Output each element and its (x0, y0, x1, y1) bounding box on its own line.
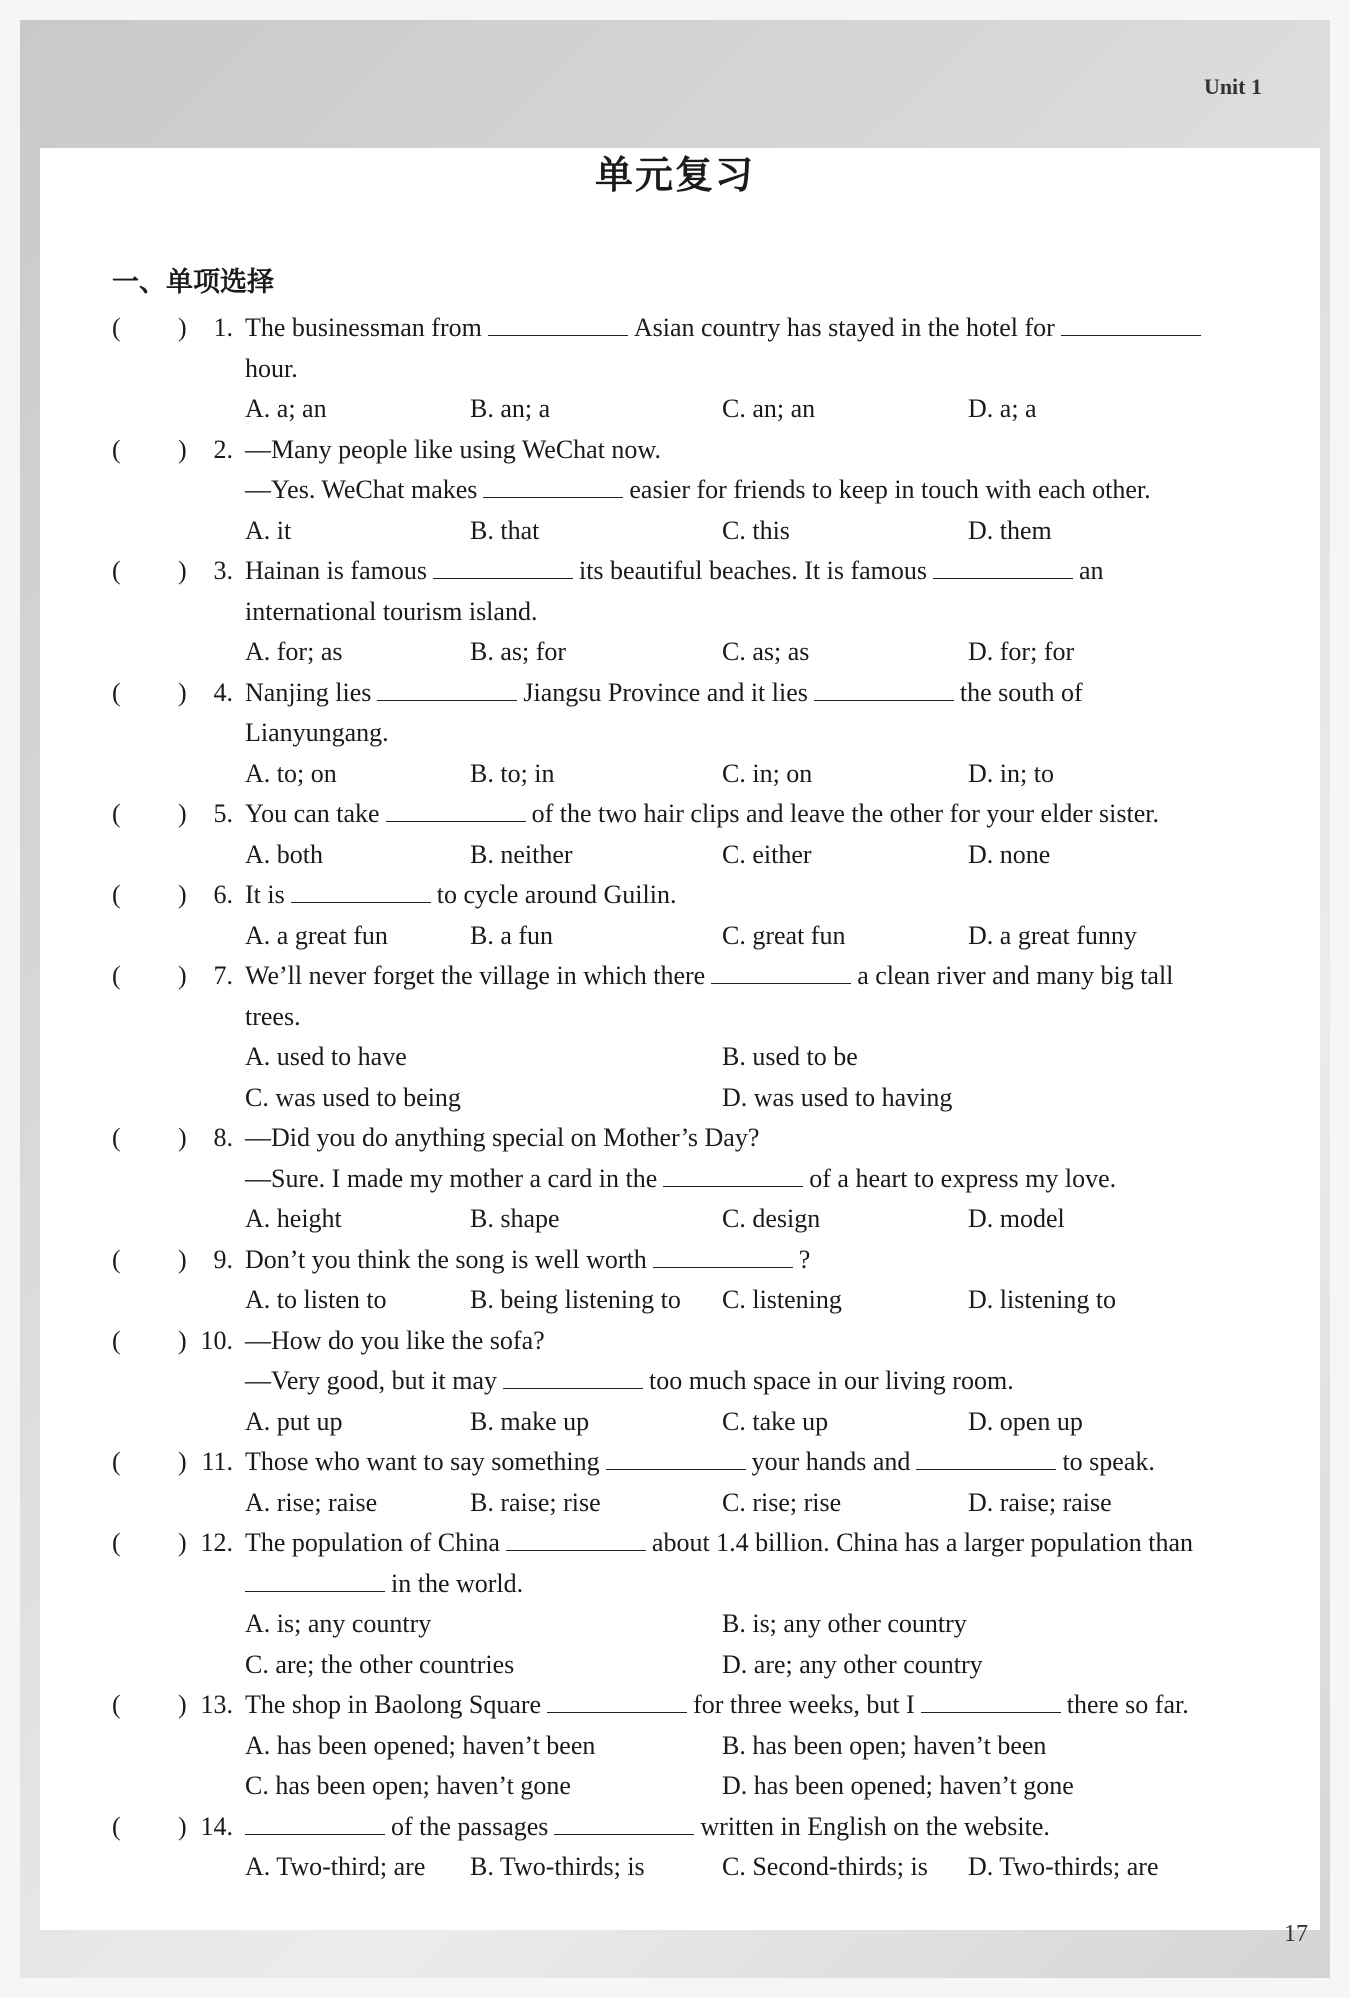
question-14 (0, 1807, 1350, 1848)
option-b: B. shape (470, 1204, 560, 1233)
question-11 (0, 1442, 1350, 1483)
answer-paren-open[interactable]: ( (112, 1244, 121, 1274)
question-stem: Those who want to say something your hands and to speak. (245, 1442, 1155, 1483)
answer-paren-close: ) (178, 1811, 187, 1841)
option-b: B. neither (470, 839, 573, 869)
page-number: 17 (1284, 1921, 1308, 1947)
answer-paren-close: ) (178, 677, 187, 707)
answer-blank[interactable] (921, 1686, 1061, 1713)
question-number: 1. (213, 313, 233, 342)
option-b: B. used to be (722, 1042, 858, 1071)
question-10 (0, 1321, 1350, 1362)
answer-paren-close: ) (178, 1123, 187, 1152)
question-number: 11. (201, 1447, 233, 1476)
question-3 (0, 551, 1350, 592)
option-d: D. a; a (968, 394, 1037, 423)
question-stem: The shop in Baolong Square for three weeks, but I there so far. (245, 1685, 1189, 1726)
answer-paren-open[interactable]: ( (112, 799, 121, 828)
option-d: D. has been opened; haven’t gone (722, 1771, 1074, 1800)
options-row (0, 1280, 1350, 1321)
option-a: A. a; an (245, 394, 327, 423)
answer-blank[interactable] (386, 795, 526, 822)
question-stem-continued: —Very good, but it may too much space in our living room. (245, 1361, 1014, 1402)
question-stem: The population of China about 1.4 billion. China has a larger population than (245, 1523, 1193, 1564)
question-9 (0, 1240, 1350, 1281)
question-number: 5. (213, 799, 233, 828)
options-row (0, 632, 1350, 673)
option-d: D. open up (968, 1406, 1083, 1436)
unit-label: Unit 1 (1203, 74, 1262, 99)
options-row (0, 1645, 1350, 1686)
options-row (0, 389, 1350, 430)
option-d: D. listening to (968, 1285, 1117, 1314)
option-b: B. is; any other country (722, 1609, 967, 1638)
options-row (0, 1766, 1350, 1807)
question-stem-continued: in the world. (245, 1564, 523, 1605)
option-c: C. an; an (722, 394, 816, 423)
question-stem: Don’t you think the song is well worth ? (245, 1240, 810, 1281)
option-a: A. put up (245, 1406, 343, 1436)
option-d: D. none (968, 839, 1051, 869)
question-number: 6. (213, 880, 233, 909)
question-stem: We’ll never forget the village in which there a clean river and many big tall (245, 956, 1173, 997)
option-c: C. in; on (722, 758, 813, 788)
answer-paren-close: ) (178, 1447, 187, 1476)
question-stem-continued: trees. (245, 1001, 301, 1031)
question-stem-continued: hour. (245, 353, 298, 383)
question-stem-continued: international tourism island. (245, 596, 538, 626)
answer-paren-close: ) (178, 1244, 187, 1274)
answer-blank[interactable] (503, 1362, 643, 1389)
option-a: A. used to have (245, 1042, 407, 1071)
answer-blank[interactable] (245, 1808, 385, 1835)
options-row (0, 1078, 1350, 1119)
answer-paren-open[interactable]: ( (112, 313, 121, 342)
option-a: A. both (245, 839, 323, 869)
answer-paren-open[interactable]: ( (112, 556, 121, 585)
answer-blank[interactable] (291, 876, 431, 903)
answer-paren-open[interactable]: ( (112, 880, 121, 909)
answer-paren-open[interactable]: ( (112, 961, 121, 990)
answer-paren-close: ) (178, 1325, 187, 1355)
option-b: B. make up (470, 1406, 590, 1436)
option-d: D. raise; raise (968, 1487, 1112, 1517)
option-b: B. being listening to (470, 1285, 681, 1314)
option-a: A. Two-third; are (245, 1852, 426, 1881)
options-row (0, 1199, 1350, 1240)
answer-blank[interactable] (483, 471, 623, 498)
options-row (0, 511, 1350, 552)
answer-blank[interactable] (606, 1443, 746, 1470)
option-c: C. Second-thirds; is (722, 1852, 928, 1881)
options-row (0, 1037, 1350, 1078)
answer-blank[interactable] (663, 1160, 803, 1187)
question-7 (0, 956, 1350, 997)
answer-paren-open[interactable]: ( (112, 1447, 121, 1476)
question-stem: You can take of the two hair clips and leave the other for your elder sister. (245, 794, 1159, 835)
option-d: D. in; to (968, 758, 1054, 788)
option-c: C. has been open; haven’t gone (245, 1771, 571, 1800)
option-d: D. Two-thirds; are (968, 1852, 1159, 1881)
option-d: D. them (968, 515, 1052, 545)
question-stem: The businessman from Asian country has stayed in the hotel for (245, 308, 1207, 349)
question-number: 3. (213, 556, 233, 585)
question-1 (0, 308, 1350, 349)
option-a: A. height (245, 1204, 342, 1233)
option-d: D. a great funny (968, 920, 1137, 950)
option-c: C. great fun (722, 920, 846, 950)
options-row (0, 1726, 1350, 1767)
option-a: A. rise; raise (245, 1487, 378, 1517)
option-c: C. rise; rise (722, 1487, 842, 1517)
answer-blank[interactable] (554, 1808, 694, 1835)
question-stem: —Did you do anything special on Mother’s Day? (245, 1123, 760, 1152)
option-d: D. model (968, 1204, 1065, 1233)
answer-paren-close: ) (178, 1528, 187, 1557)
answer-paren-open[interactable]: ( (112, 677, 121, 707)
answer-paren-open[interactable]: ( (112, 434, 121, 464)
options-row (0, 1604, 1350, 1645)
options-row (0, 1402, 1350, 1443)
question-stem: It is to cycle around Guilin. (245, 875, 676, 916)
question-number: 13. (200, 1690, 233, 1719)
answer-blank[interactable] (433, 552, 573, 579)
question-stem-continued: Lianyungang. (245, 718, 389, 747)
question-number: 4. (213, 677, 233, 707)
options-row (0, 1847, 1350, 1888)
question-number: 12. (200, 1528, 233, 1557)
answer-paren-close: ) (178, 799, 187, 828)
question-5 (0, 794, 1350, 835)
option-b: B. a fun (470, 920, 554, 950)
answer-paren-close: ) (178, 961, 187, 990)
option-c: C. as; as (722, 637, 810, 666)
option-b: B. raise; rise (470, 1487, 601, 1517)
answer-paren-close: ) (178, 1690, 187, 1719)
answer-blank[interactable] (916, 1443, 1056, 1470)
option-a: A. it (245, 515, 292, 545)
option-a: A. to; on (245, 758, 337, 788)
answer-paren-close: ) (178, 880, 187, 909)
option-d: D. are; any other country (722, 1649, 983, 1679)
option-c: C. are; the other countries (245, 1649, 515, 1679)
option-d: D. for; for (968, 637, 1075, 666)
question-2 (0, 430, 1350, 471)
option-c: C. this (722, 515, 790, 545)
option-a: A. a great fun (245, 920, 388, 950)
options-row (0, 754, 1350, 795)
section-heading: 一、单项选择 (112, 267, 274, 298)
answer-paren-open[interactable]: ( (112, 1811, 121, 1841)
answer-blank[interactable] (711, 957, 851, 984)
question-12 (0, 1523, 1350, 1564)
option-a: A. is; any country (245, 1609, 432, 1638)
question-13 (0, 1685, 1350, 1726)
option-c: C. take up (722, 1406, 829, 1436)
answer-blank[interactable] (933, 552, 1073, 579)
option-b: B. an; a (470, 394, 551, 423)
option-c: C. was used to being (245, 1082, 461, 1112)
options-row (0, 916, 1350, 957)
question-number: 10. (200, 1325, 233, 1355)
answer-blank[interactable] (547, 1686, 687, 1713)
answer-paren-open[interactable]: ( (112, 1690, 121, 1719)
option-a: A. has been opened; haven’t been (245, 1730, 596, 1760)
answer-paren-close: ) (178, 313, 187, 342)
answer-blank[interactable] (377, 674, 517, 701)
option-a: A. for; as (245, 637, 343, 666)
option-b: B. Two-thirds; is (470, 1852, 645, 1881)
answer-paren-open[interactable]: ( (112, 1528, 121, 1557)
question-stem-continued: —Sure. I made my mother a card in the of a heart to express my love. (245, 1159, 1116, 1200)
answer-blank[interactable] (488, 309, 628, 336)
option-a: A. to listen to (245, 1285, 387, 1314)
answer-blank[interactable] (245, 1565, 385, 1592)
question-6 (0, 875, 1350, 916)
answer-paren-close: ) (178, 556, 187, 585)
question-stem-continued: —Yes. WeChat makes easier for friends to keep in touch with each other. (245, 470, 1151, 511)
option-b: B. has been open; haven’t been (722, 1730, 1047, 1760)
question-number: 14. (200, 1811, 233, 1841)
question-number: 2. (213, 434, 233, 464)
question-stem: —Many people like using WeChat now. (245, 434, 662, 464)
question-number: 8. (213, 1123, 233, 1152)
question-stem: Hainan is famous its beautiful beaches. It is famous an (245, 551, 1104, 592)
answer-paren-close: ) (178, 434, 187, 464)
question-number: 9. (213, 1244, 233, 1274)
option-c: C. design (722, 1204, 821, 1233)
page-title: 单元复习 (594, 153, 755, 197)
option-b: B. that (470, 515, 540, 545)
question-stem: —How do you like the sofa? (245, 1325, 545, 1355)
question-number: 7. (213, 961, 233, 990)
answer-blank[interactable] (506, 1524, 646, 1551)
answer-blank[interactable] (814, 674, 954, 701)
option-b: B. as; for (470, 637, 567, 666)
option-b: B. to; in (470, 758, 555, 788)
question-4 (0, 673, 1350, 714)
answer-blank[interactable] (1061, 309, 1201, 336)
option-c: C. either (722, 839, 812, 869)
answer-paren-open[interactable]: ( (112, 1325, 121, 1355)
answer-paren-open[interactable]: ( (112, 1123, 121, 1152)
question-list (0, 308, 1350, 1888)
question-stem: Nanjing lies Jiangsu Province and it lies the south of (245, 673, 1083, 714)
options-row (0, 1483, 1350, 1524)
question-8 (0, 1118, 1350, 1159)
options-row (0, 835, 1350, 876)
question-stem: of the passages written in English on the website. (245, 1807, 1050, 1848)
option-c: C. listening (722, 1285, 842, 1314)
answer-blank[interactable] (653, 1241, 793, 1268)
option-d: D. was used to having (722, 1082, 953, 1112)
